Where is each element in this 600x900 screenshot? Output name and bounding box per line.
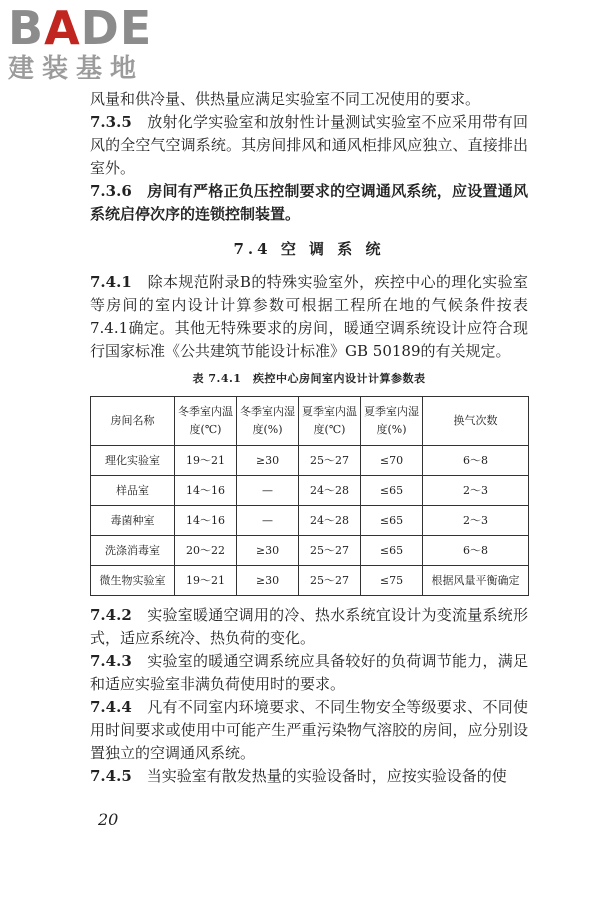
clause-text: 实验室暖通空调用的冷、热水系统宜设计为变流量系统形式，适应系统冷、热负荷的变化。	[90, 606, 528, 647]
table-cell: 6～8	[423, 536, 529, 566]
clause-number: 7.4.4	[90, 698, 132, 716]
table-cell: —	[237, 506, 299, 536]
clause-number: 7.4.3	[90, 652, 132, 670]
table-cell: 25～27	[299, 566, 361, 596]
clause-7-4-1	[90, 271, 528, 363]
clause-text: 放射化学实验室和放射性计量测试实验室不应采用带有回风的全空气空调系统。其房间排风和通风柜排风应独立、直接排出室外。	[90, 113, 528, 177]
page-number: 20	[98, 810, 119, 829]
clause-text: 实验室的暖通空调系统应具备较好的负荷调节能力，满足和适应实验室非满负荷使用时的要求。	[90, 652, 528, 693]
table-cell: ≥30	[237, 446, 299, 476]
table-cell: ≤70	[361, 446, 423, 476]
table-cell: —	[237, 476, 299, 506]
header-room-name: 房间名称	[91, 397, 175, 446]
table-cell: 2～3	[423, 506, 529, 536]
section-heading: 7.4 空 调 系 统	[233, 240, 385, 258]
clause-number: 7.3.6	[90, 182, 132, 200]
table-cell: ≥30	[237, 566, 299, 596]
table-cell: 根据风量平衡确定	[423, 566, 529, 596]
clause-number: 7.4.5	[90, 767, 132, 785]
table-cell: ≥30	[237, 536, 299, 566]
clause-number: 7.4.2	[90, 606, 132, 624]
design-parameter-table	[90, 396, 529, 596]
clause-text: 当实验室有散发热量的实验设备时，应按实验设备的使	[146, 767, 507, 785]
table-row	[91, 566, 529, 596]
header-summer-temp: 夏季室内温度(℃)	[299, 397, 361, 446]
table-cell: 25～27	[299, 536, 361, 566]
table-cell: 25～27	[299, 446, 361, 476]
table-row	[91, 506, 529, 536]
table-cell: 24～28	[299, 476, 361, 506]
table-cell: 洗涤消毒室	[91, 536, 175, 566]
table-cell: 19～21	[175, 566, 237, 596]
table-row	[91, 536, 529, 566]
table-cell: 6～8	[423, 446, 529, 476]
table-cell: 微生物实验室	[91, 566, 175, 596]
table-cell: ≤75	[361, 566, 423, 596]
table-cell: ≤65	[361, 536, 423, 566]
table-cell: 14～16	[175, 476, 237, 506]
clause-7-4-2	[90, 604, 528, 650]
table-header-row	[91, 397, 529, 446]
clause-7-3-5	[90, 111, 528, 180]
clause-7-4-3	[90, 650, 528, 696]
header-air-changes: 换气次数	[423, 397, 529, 446]
clause-number: 7.3.5	[90, 113, 132, 131]
table-cell: 2～3	[423, 476, 529, 506]
clause-text: 房间有严格正负压控制要求的空调通风系统，应设置通风系统启停次序的连锁控制装置。	[90, 182, 528, 223]
table-cell: 20～22	[175, 536, 237, 566]
table-row	[91, 446, 529, 476]
table-caption: 表 7.4.1 疾控中心房间室内设计计算参数表	[192, 372, 426, 385]
clause-text: 除本规范附录B的特殊实验室外，疾控中心的理化实验室等房间的室内设计计算参数可根据工程所在地的气候条件按表7.4.1确定。其他无特殊要求的房间，暖通空调系统设计应符合现行国家标准《公共建筑节能设计标准》GB 50189的有关规定。	[90, 273, 528, 360]
header-summer-humidity: 夏季室内湿度(%)	[361, 397, 423, 446]
header-winter-temp: 冬季室内温度(℃)	[175, 397, 237, 446]
header-winter-humidity: 冬季室内湿度(%)	[237, 397, 299, 446]
clause-7-4-5	[90, 765, 528, 788]
table-row	[91, 476, 529, 506]
logo-tagline: 建装基地	[8, 54, 145, 84]
table-cell: 24～28	[299, 506, 361, 536]
table-cell: 19～21	[175, 446, 237, 476]
document-body	[90, 88, 528, 788]
clause-7-4-4	[90, 696, 528, 765]
clause-number: 7.4.1	[90, 273, 132, 291]
table-cell: 14～16	[175, 506, 237, 536]
clause-7-3-6	[90, 180, 528, 226]
table-cell: 毒菌种室	[91, 506, 175, 536]
clause-text: 凡有不同室内环境要求、不同生物安全等级要求、不同使用时间要求或使用中可能产生严重污染物气溶胶的房间，应分别设置独立的空调通风系统。	[90, 698, 528, 762]
table-cell: ≤65	[361, 476, 423, 506]
logo-wordmark: BADE	[8, 1, 153, 55]
table-cell: ≤65	[361, 506, 423, 536]
table-cell: 理化实验室	[91, 446, 175, 476]
paragraph-continuation: 风量和供冷量、供热量应满足实验室不同工况使用的要求。	[90, 90, 481, 108]
table-cell: 样品室	[91, 476, 175, 506]
brand-logo	[8, 1, 178, 84]
